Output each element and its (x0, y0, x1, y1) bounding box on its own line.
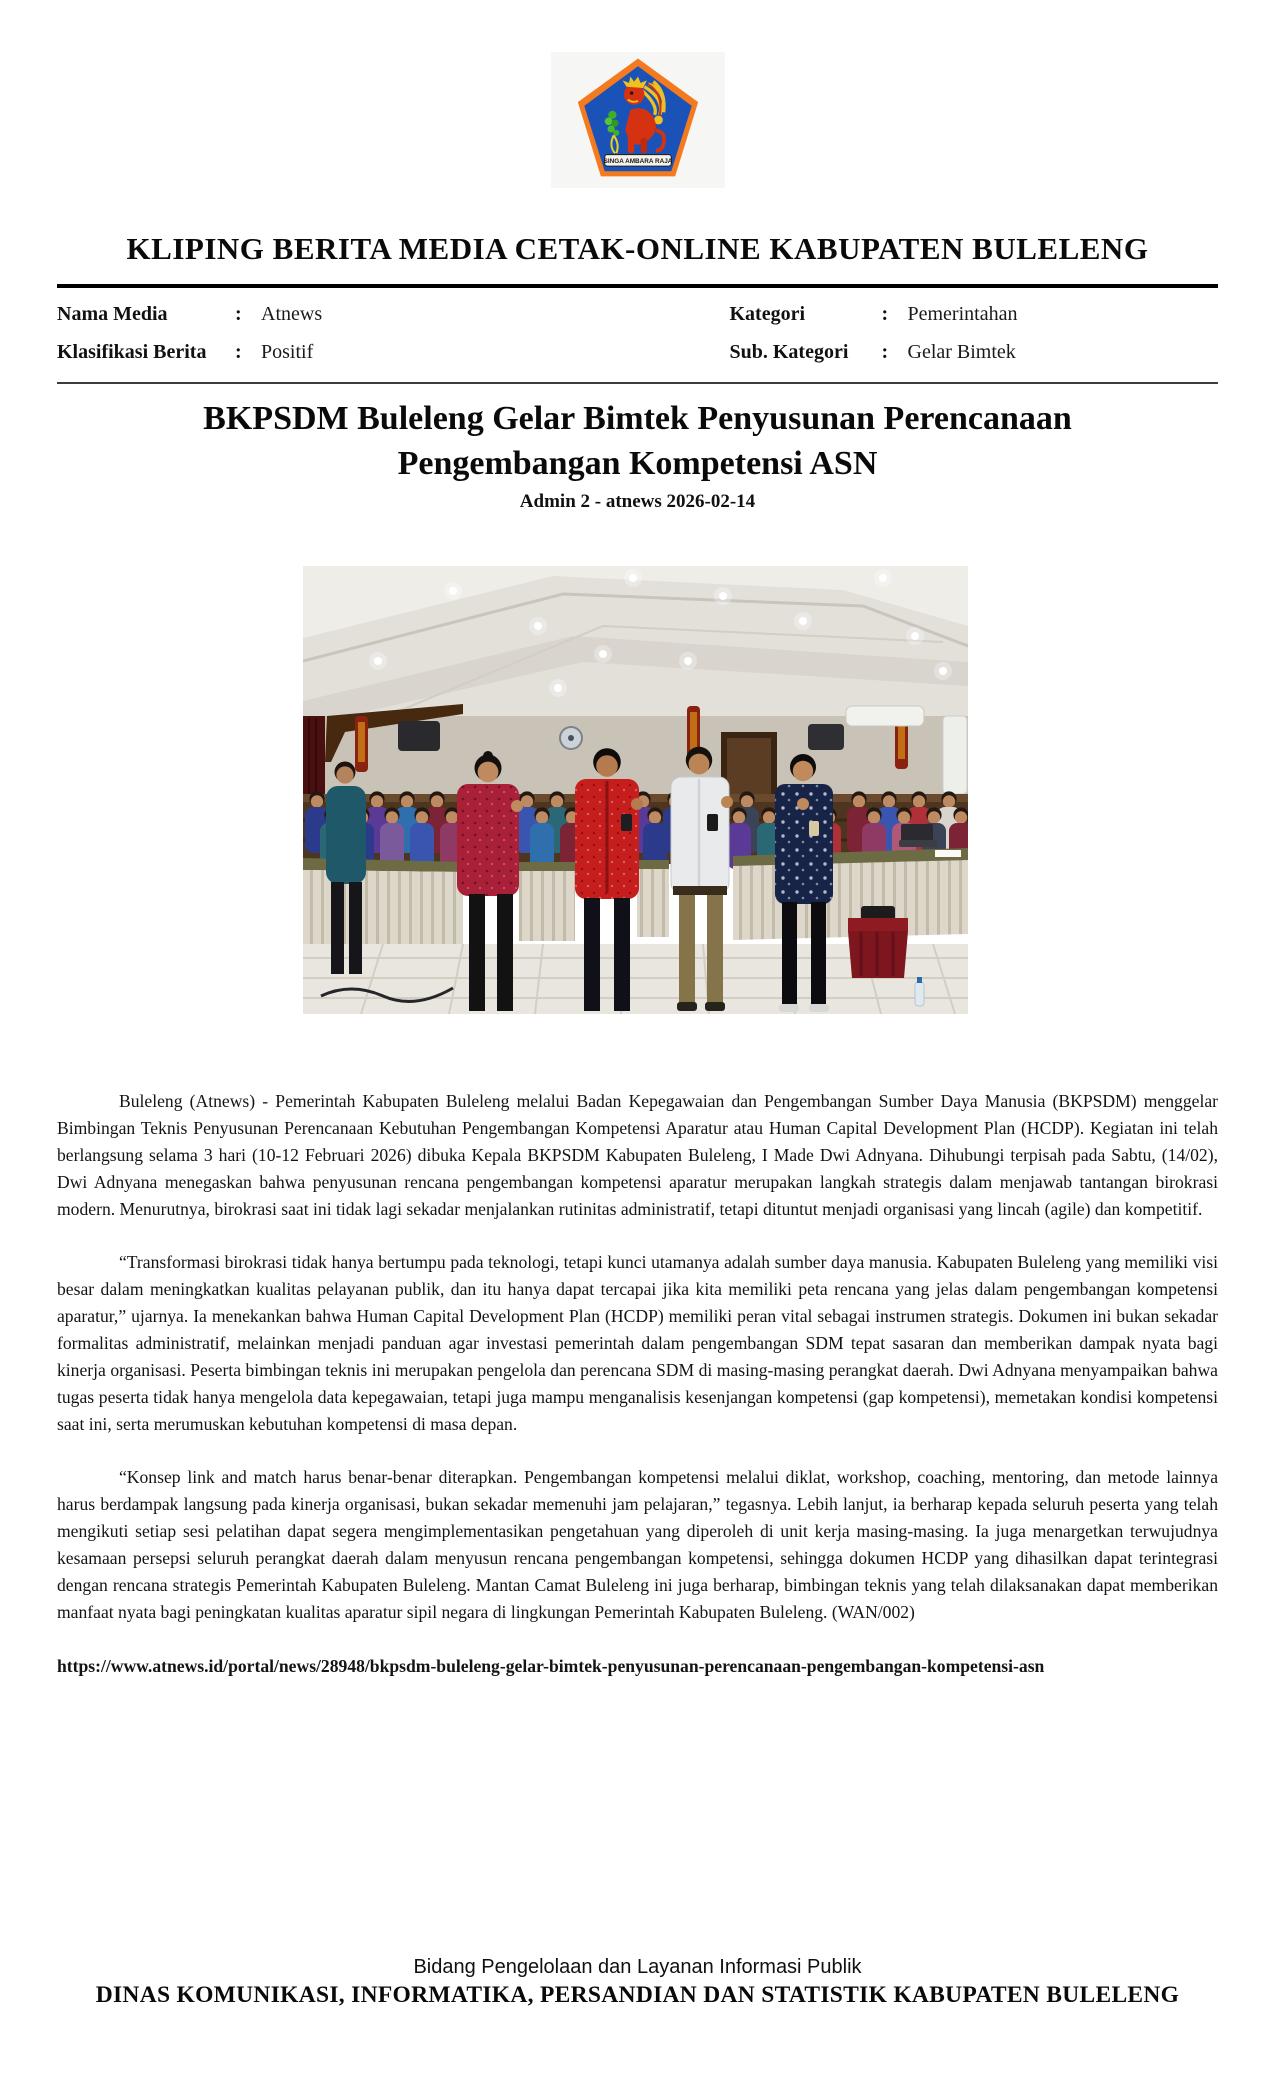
article-headline (70, 396, 1205, 486)
meta-row-sub-kategori (638, 333, 1219, 371)
meta-value: Positif (261, 341, 314, 363)
meta-label: Klasifikasi Berita (57, 341, 207, 363)
source-url: https://www.atnews.id/portal/news/28948/bkpsdm-buleleng-gelar-bimtek-penyusunan-perencanaan-pengembangan-kompetensi-asn (57, 1656, 1045, 1676)
paragraph-3: “Konsep link and match harus benar-benar diterapkan. Pengembangan kompetensi melalui diklat, workshop, coaching, mentoring, dan metode lainnya harus berdampak langsung pada kinerja organisasi, bukan sekadar memenuhi jam pelajaran,” tegasnya. Lebih lanjut, ia berharap kepada seluruh peserta yang telah mengikuti setiap sesi pelatihan dapat segera mengimplementasikan pengetahuan yang diperoleh di unit kerja masing-masing. Ia juga menargetkan terwujudnya kesamaan persepsi seluruh perangkat daerah dalam menyusun rencana pengembangan kompetensi, sehingga dokumen HCDP yang dihasilkan dapat terintegrasi dengan rencana strategis Pemerintah Kabupaten Buleleng. Mantan Camat Buleleng ini juga berharap, bimbingan teknis yang telah dilaksanakan dapat memberikan manfaat nyata bagi peningkatan kualitas aparatur sipil negara di lingkungan Pemerintah Kabupaten Buleleng. (WAN/002) (57, 1467, 1218, 1622)
meta-value: Pemerintahan (907, 303, 1018, 325)
speaker-right (808, 724, 844, 750)
meta-row-klasifikasi (57, 333, 638, 371)
headline-line-2: Pengembangan Kompetensi ASN (397, 445, 878, 483)
meta-value: Gelar Bimtek (907, 341, 1016, 363)
paragraph-2: “Transformasi birokrasi tidak hanya bertumpu pada teknologi, tetapi kunci utamanya adalah sumber daya manusia. Kabupaten Buleleng yang memiliki visi besar dalam meningkatkan kualitas pelayanan publik, dan itu hanya dapat tercapai jika kita memiliki peta rencana yang jelas dalam pengembangan kompetensi aparatur,” ujarnya. Ia menekankan bahwa Human Capital Development Plan (HCDP) memiliki peran vital sebagai instrumen strategis. Dokumen ini bukan sekadar formalitas administratif, melainkan menjadi panduan agar investasi pemerintah dalam pengembangan SDM tepat sasaran dan memberikan dampak nyata bagi kinerja organisasi. Peserta bimbingan teknis ini merupakan pengelola dan perencana SDM di masing-masing perangkat daerah. Dwi Adnyana menyampaikan bahwa tugas peserta tidak hanya mengelola data kepegawaian, tetapi juga mampu menganalisis kesenjangan kompetensi (gap kompetensi), memetakan kondisi kompetensi saat ini, serta merumuskan kebutuhan kompetensi di masa depan. (57, 1252, 1218, 1434)
meta-row-kategori (638, 295, 1219, 333)
meta-value: Atnews (261, 303, 323, 325)
meta-colon: : (881, 303, 889, 325)
meta-label: Nama Media (57, 303, 168, 325)
paragraph-1: Buleleng (Atnews) - Pemerintah Kabupaten Buleleng melalui Badan Kepegawaian dan Pengembangan Sumber Daya Manusia (BKPSDM) menggelar Bimbingan Teknis Penyusunan Perencanaan Kebutuhan Pengembangan Kompetensi Aparatur atau Human Capital Development Plan (HCDP). Kegiatan ini telah berlangsung selama 3 hari (10-12 Februari 2026) dibuka Kepala BKPSDM Kabupaten Buleleng, I Made Dwi Adnyana. Dihubungi terpisah pada Sabtu, (14/02), Dwi Adnyana menegaskan bahwa penyusunan rencana pengembangan kompetensi aparatur merupakan langkah strategis dalam menjawab tantangan birokrasi modern. Menurutnya, birokrasi saat ini tidak lagi sekadar menjalankan rutinitas administratif, tetapi dituntut menjadi organisasi yang lincah (agile) dan kompetitif. (57, 1091, 1218, 1219)
meta-label: Sub. Kategori (729, 341, 849, 363)
footer-agency: DINAS KOMUNIKASI, INFORMATIKA, PERSANDIAN DAN STATISTIK KABUPATEN BULELENG (95, 1982, 1180, 2008)
banner-text: SINGA AMBARA RAJA (603, 157, 672, 165)
article-photo (303, 566, 968, 1014)
document-title: KLIPING BERITA MEDIA CETAK-ONLINE KABUPATEN BULELENG (126, 231, 1149, 266)
ac-standing (943, 716, 967, 794)
meta-colon: : (235, 341, 242, 363)
article-byline: Admin 2 - atnews 2026-02-14 (519, 491, 756, 512)
banner-ribbon (603, 155, 672, 167)
meta-row-nama-media (57, 295, 638, 333)
speaker-left (398, 721, 440, 751)
ac-unit (846, 706, 924, 726)
buleleng-crest-icon (573, 56, 703, 184)
meta-table (57, 284, 1218, 384)
footer-department: Bidang Pengelolaan dan Layanan Informasi Publik (413, 1956, 862, 1978)
meta-label: Kategori (729, 303, 806, 325)
headline-line-1: BKPSDM Buleleng Gelar Bimtek Penyusunan Perencanaan (203, 400, 1072, 437)
meta-colon: : (881, 341, 889, 363)
article-body (57, 1088, 1218, 1680)
logo-container (551, 52, 725, 188)
meta-colon: : (235, 303, 242, 325)
